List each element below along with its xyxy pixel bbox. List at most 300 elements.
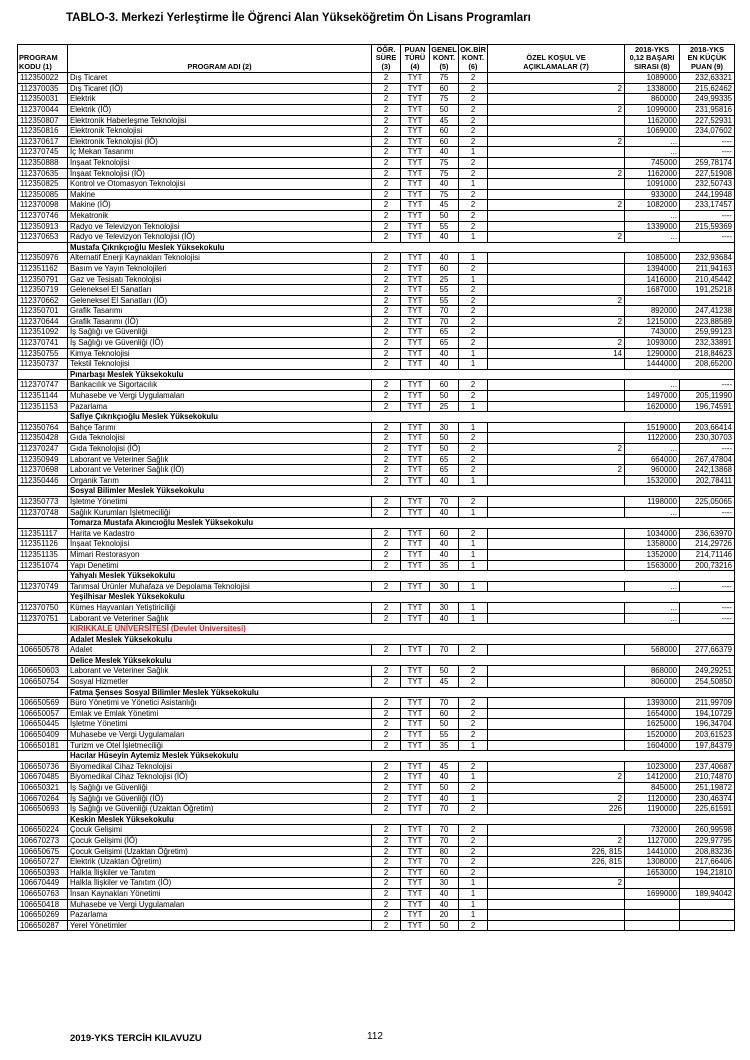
- cell-enkucuk: 196,74591: [680, 401, 735, 412]
- cell-ozel: [488, 666, 625, 677]
- cell-sure: 2: [372, 274, 401, 285]
- cell-enkucuk: [680, 910, 735, 921]
- table-row: [18, 401, 735, 412]
- cell-code: 112370635: [18, 168, 68, 179]
- cell-code: 112350701: [18, 306, 68, 317]
- cell-enkucuk: 208,65200: [680, 359, 735, 370]
- cell-name: İş Sağlığı ve Güvenliği (İÖ): [68, 338, 372, 349]
- cell-basari: 1085000: [625, 253, 680, 264]
- cell-ozel: [488, 549, 625, 560]
- cell-okbir: 2: [459, 136, 488, 147]
- cell-sure: 2: [372, 910, 401, 921]
- cell-ozel: [488, 189, 625, 200]
- table-row: [18, 465, 735, 476]
- cell-okbir: 2: [459, 338, 488, 349]
- cell-name: Elektronik Teknolojisi: [68, 126, 372, 137]
- cell-code: 112350428: [18, 433, 68, 444]
- cell-okbir: 1: [459, 232, 488, 243]
- cell-sure: 2: [372, 126, 401, 137]
- cell-sure: 2: [372, 666, 401, 677]
- cell-name: Radyo ve Televizyon Teknolojisi (İÖ): [68, 232, 372, 243]
- cell-name: Alternatif Enerji Kaynakları Teknolojisi: [68, 253, 372, 264]
- cell-basari: 664000: [625, 454, 680, 465]
- cell-basari: 892000: [625, 306, 680, 317]
- header-puan: PUAN TÜRÜ (4): [401, 45, 430, 73]
- cell-genel: 40: [430, 507, 459, 518]
- cell-basari: 1441000: [625, 846, 680, 857]
- cell-basari: 1162000: [625, 168, 680, 179]
- cell-okbir: 2: [459, 285, 488, 296]
- cell-name: İş Sağlığı ve Güvenliği (İÖ): [68, 793, 372, 804]
- cell-name: Çocuk Gelişimi: [68, 825, 372, 836]
- cell-code: 112370644: [18, 316, 68, 327]
- table-row: [18, 910, 735, 921]
- cell-enkucuk: 229,97795: [680, 835, 735, 846]
- cell-code: 112370044: [18, 105, 68, 116]
- cell-name: Laborant ve Veteriner Sağlık: [68, 613, 372, 624]
- table-row: [18, 295, 735, 306]
- cell-basari: 732000: [625, 825, 680, 836]
- cell-puan: TYT: [401, 253, 430, 264]
- cell-okbir: 1: [459, 613, 488, 624]
- table-row: [18, 105, 735, 116]
- cell-enkucuk: 211,99709: [680, 698, 735, 709]
- cell-sure: 2: [372, 306, 401, 317]
- cell-okbir: 1: [459, 793, 488, 804]
- cell-basari: [625, 295, 680, 306]
- section-row: [18, 412, 735, 423]
- cell-name: Elektrik (İÖ): [68, 105, 372, 116]
- table-row: [18, 210, 735, 221]
- cell-genel: 70: [430, 825, 459, 836]
- section-row: [18, 655, 735, 666]
- cell-enkucuk: ----: [680, 602, 735, 613]
- cell-genel: 30: [430, 422, 459, 433]
- cell-basari: ...: [625, 210, 680, 221]
- cell-puan: TYT: [401, 496, 430, 507]
- cell-code: 106650287: [18, 920, 68, 931]
- cell-code: 112350825: [18, 179, 68, 190]
- cell-puan: TYT: [401, 422, 430, 433]
- cell-okbir: 1: [459, 878, 488, 889]
- cell-ozel: 2: [488, 136, 625, 147]
- cell-basari: 1497000: [625, 391, 680, 402]
- table-row: [18, 454, 735, 465]
- cell-enkucuk: 247,41238: [680, 306, 735, 317]
- cell-okbir: 2: [459, 126, 488, 137]
- cell-code: 106650418: [18, 899, 68, 910]
- cell-ozel: 2: [488, 168, 625, 179]
- cell-genel: 25: [430, 401, 459, 412]
- cell-okbir: 2: [459, 920, 488, 931]
- cell-ozel: [488, 306, 625, 317]
- cell-name: Büro Yönetimi ve Yönetici Asistanlığı: [68, 698, 372, 709]
- cell-ozel: [488, 380, 625, 391]
- cell-ozel: 2: [488, 772, 625, 783]
- cell-basari: 1162000: [625, 115, 680, 126]
- cell-puan: TYT: [401, 783, 430, 794]
- cell-okbir: 2: [459, 783, 488, 794]
- cell-basari: 1069000: [625, 126, 680, 137]
- section-title: Hacılar Hüseyin Aytemiz Meslek Yüksekokulu: [68, 751, 735, 762]
- cell-name: Laborant ve Veteriner Sağlık: [68, 454, 372, 465]
- cell-name: Gaz ve Tesisatı Teknolojisi: [68, 274, 372, 285]
- table-row: [18, 507, 735, 518]
- cell-ozel: 2: [488, 105, 625, 116]
- cell-ozel: [488, 539, 625, 550]
- cell-okbir: 1: [459, 539, 488, 550]
- cell-name: İnşaat Teknolojisi: [68, 539, 372, 550]
- cell-code: 112351117: [18, 528, 68, 539]
- cell-code: 112350807: [18, 115, 68, 126]
- cell-name: Makine (İÖ): [68, 200, 372, 211]
- cell-okbir: 1: [459, 253, 488, 264]
- cell-code: 112351074: [18, 560, 68, 571]
- cell-basari: 1120000: [625, 793, 680, 804]
- cell-code: 112370750: [18, 602, 68, 613]
- cell-puan: TYT: [401, 433, 430, 444]
- cell-genel: 45: [430, 761, 459, 772]
- table-row: [18, 899, 735, 910]
- table-row: [18, 666, 735, 677]
- section-title: Delice Meslek Yüksekokulu: [68, 655, 735, 666]
- section-code-cell: [18, 634, 68, 645]
- cell-genel: 25: [430, 274, 459, 285]
- cell-enkucuk: ----: [680, 136, 735, 147]
- section-title: Yahyalı Meslek Yüksekokulu: [68, 571, 735, 582]
- section-title: Yeşilhisar Meslek Yüksekokulu: [68, 592, 735, 603]
- cell-name: Grafik Tasarımı: [68, 306, 372, 317]
- cell-ozel: [488, 433, 625, 444]
- cell-sure: 2: [372, 316, 401, 327]
- cell-ozel: [488, 698, 625, 709]
- cell-puan: TYT: [401, 835, 430, 846]
- cell-puan: TYT: [401, 327, 430, 338]
- cell-basari: [625, 899, 680, 910]
- cell-genel: 40: [430, 179, 459, 190]
- cell-enkucuk: 232,93684: [680, 253, 735, 264]
- cell-ozel: 226, 815: [488, 846, 625, 857]
- cell-puan: TYT: [401, 391, 430, 402]
- cell-okbir: 1: [459, 899, 488, 910]
- cell-ozel: [488, 825, 625, 836]
- table-row: [18, 719, 735, 730]
- cell-ozel: [488, 126, 625, 137]
- cell-ozel: 2: [488, 338, 625, 349]
- cell-name: Elektronik Haberleşme Teknolojisi: [68, 115, 372, 126]
- cell-okbir: 1: [459, 359, 488, 370]
- cell-code: 112351126: [18, 539, 68, 550]
- cell-name: Çocuk Gelişimi (İÖ): [68, 835, 372, 846]
- cell-ozel: [488, 867, 625, 878]
- cell-ozel: [488, 581, 625, 592]
- cell-sure: 2: [372, 825, 401, 836]
- cell-sure: 2: [372, 359, 401, 370]
- table-row: [18, 783, 735, 794]
- cell-okbir: 2: [459, 73, 488, 84]
- cell-enkucuk: 194,21810: [680, 867, 735, 878]
- cell-sure: 2: [372, 221, 401, 232]
- cell-sure: 2: [372, 253, 401, 264]
- cell-genel: 40: [430, 772, 459, 783]
- cell-ozel: [488, 528, 625, 539]
- cell-ozel: [488, 645, 625, 656]
- cell-ozel: [488, 899, 625, 910]
- cell-ozel: 226, 815: [488, 857, 625, 868]
- cell-enkucuk: ----: [680, 507, 735, 518]
- header-code: PROGRAM KODU (1): [18, 45, 68, 73]
- table-row: [18, 168, 735, 179]
- cell-code: 106650224: [18, 825, 68, 836]
- cell-sure: 2: [372, 507, 401, 518]
- cell-sure: 2: [372, 232, 401, 243]
- cell-code: 112370662: [18, 295, 68, 306]
- cell-puan: TYT: [401, 549, 430, 560]
- cell-code: 106650269: [18, 910, 68, 921]
- cell-okbir: 2: [459, 306, 488, 317]
- cell-name: Geleneksel El Sanatları: [68, 285, 372, 296]
- cell-genel: 70: [430, 306, 459, 317]
- cell-okbir: 2: [459, 528, 488, 539]
- cell-code: 112350031: [18, 94, 68, 105]
- table-row: [18, 846, 735, 857]
- cell-code: 112351092: [18, 327, 68, 338]
- section-row: [18, 814, 735, 825]
- cell-name: Dış Ticaret (İÖ): [68, 83, 372, 94]
- table-row: [18, 433, 735, 444]
- cell-okbir: 2: [459, 157, 488, 168]
- cell-genel: 75: [430, 168, 459, 179]
- cell-basari: 1358000: [625, 539, 680, 550]
- cell-name: Laborant ve Veteriner Sağlık: [68, 666, 372, 677]
- cell-sure: 2: [372, 433, 401, 444]
- cell-okbir: 1: [459, 888, 488, 899]
- cell-genel: 40: [430, 613, 459, 624]
- cell-genel: 40: [430, 147, 459, 158]
- cell-ozel: [488, 73, 625, 84]
- cell-sure: 2: [372, 857, 401, 868]
- cell-okbir: 2: [459, 105, 488, 116]
- cell-genel: 55: [430, 285, 459, 296]
- cell-puan: TYT: [401, 380, 430, 391]
- cell-genel: 50: [430, 391, 459, 402]
- cell-basari: ...: [625, 232, 680, 243]
- cell-okbir: 2: [459, 168, 488, 179]
- cell-okbir: 2: [459, 867, 488, 878]
- section-row: [18, 486, 735, 497]
- cell-okbir: 2: [459, 295, 488, 306]
- section-title: Safiye Çıkrıkçıoğlu Meslek Yüksekokulu: [68, 412, 735, 423]
- cell-puan: TYT: [401, 708, 430, 719]
- cell-name: Laborant ve Veteriner Sağlık (İÖ): [68, 465, 372, 476]
- table-row: [18, 560, 735, 571]
- cell-code: 112370741: [18, 338, 68, 349]
- cell-okbir: 1: [459, 179, 488, 190]
- section-code-cell: [18, 814, 68, 825]
- section-code-cell: [18, 242, 68, 253]
- cell-puan: TYT: [401, 888, 430, 899]
- table-row: [18, 391, 735, 402]
- cell-basari: 1394000: [625, 263, 680, 274]
- cell-enkucuk: 251,19872: [680, 783, 735, 794]
- section-title: KIRIKKALE ÜNİVERSİTESİ (Devlet Üniversitesi): [68, 624, 735, 635]
- section-title: Pınarbaşı Meslek Yüksekokulu: [68, 369, 735, 380]
- cell-ozel: [488, 496, 625, 507]
- cell-puan: TYT: [401, 200, 430, 211]
- cell-puan: TYT: [401, 232, 430, 243]
- cell-enkucuk: 218,84623: [680, 348, 735, 359]
- cell-genel: 50: [430, 666, 459, 677]
- cell-okbir: 2: [459, 94, 488, 105]
- cell-ozel: [488, 94, 625, 105]
- cell-code: 106650675: [18, 846, 68, 857]
- cell-sure: 2: [372, 83, 401, 94]
- cell-enkucuk: 215,62462: [680, 83, 735, 94]
- cell-puan: TYT: [401, 539, 430, 550]
- cell-puan: TYT: [401, 719, 430, 730]
- cell-puan: TYT: [401, 221, 430, 232]
- cell-okbir: 2: [459, 391, 488, 402]
- cell-okbir: 2: [459, 316, 488, 327]
- cell-basari: ...: [625, 147, 680, 158]
- cell-enkucuk: 210,45442: [680, 274, 735, 285]
- table-row: [18, 94, 735, 105]
- cell-genel: 35: [430, 740, 459, 751]
- cell-okbir: 2: [459, 496, 488, 507]
- section-title: Tomarza Mustafa Akıncıoğlu Meslek Yüksekokulu: [68, 518, 735, 529]
- cell-sure: 2: [372, 835, 401, 846]
- cell-okbir: 1: [459, 560, 488, 571]
- cell-basari: 1699000: [625, 888, 680, 899]
- cell-basari: 1308000: [625, 857, 680, 868]
- cell-basari: 1127000: [625, 835, 680, 846]
- cell-sure: 2: [372, 94, 401, 105]
- cell-ozel: [488, 327, 625, 338]
- cell-ozel: 2: [488, 835, 625, 846]
- cell-sure: 2: [372, 772, 401, 783]
- cell-okbir: 2: [459, 708, 488, 719]
- cell-basari: 1023000: [625, 761, 680, 772]
- cell-puan: TYT: [401, 528, 430, 539]
- cell-name: Geleneksel El Sanatları (İÖ): [68, 295, 372, 306]
- table-row: [18, 274, 735, 285]
- cell-name: Gıda Teknolojisi: [68, 433, 372, 444]
- cell-ozel: [488, 920, 625, 931]
- cell-genel: 75: [430, 94, 459, 105]
- cell-ozel: 2: [488, 878, 625, 889]
- cell-puan: TYT: [401, 83, 430, 94]
- cell-enkucuk: 194,10729: [680, 708, 735, 719]
- cell-puan: TYT: [401, 602, 430, 613]
- cell-puan: TYT: [401, 878, 430, 889]
- cell-genel: 50: [430, 210, 459, 221]
- cell-okbir: 2: [459, 83, 488, 94]
- cell-name: Biyomedikal Cihaz Teknolojisi: [68, 761, 372, 772]
- cell-ozel: [488, 761, 625, 772]
- cell-puan: TYT: [401, 677, 430, 688]
- cell-basari: 568000: [625, 645, 680, 656]
- cell-okbir: 1: [459, 274, 488, 285]
- section-code-cell: [18, 486, 68, 497]
- cell-genel: 70: [430, 804, 459, 815]
- section-code-cell: [18, 369, 68, 380]
- table-row: [18, 253, 735, 264]
- table-row: [18, 232, 735, 243]
- header-name: PROGRAM ADI (2): [68, 45, 372, 73]
- cell-name: Yapı Denetimi: [68, 560, 372, 571]
- cell-code: 112370035: [18, 83, 68, 94]
- cell-sure: 2: [372, 338, 401, 349]
- cell-sure: 2: [372, 136, 401, 147]
- page-number: 112: [367, 1031, 383, 1042]
- cell-genel: 55: [430, 295, 459, 306]
- cell-enkucuk: 259,78174: [680, 157, 735, 168]
- cell-name: İç Mekan Tasarımı: [68, 147, 372, 158]
- cell-puan: TYT: [401, 645, 430, 656]
- cell-basari: 933000: [625, 189, 680, 200]
- cell-ozel: 2: [488, 295, 625, 306]
- cell-okbir: 1: [459, 348, 488, 359]
- cell-code: 112370098: [18, 200, 68, 211]
- cell-name: Turizm ve Otel İşletmeciliği: [68, 740, 372, 751]
- cell-puan: TYT: [401, 560, 430, 571]
- cell-name: Halkla İlişkiler ve Tanıtım: [68, 867, 372, 878]
- cell-code: 112350913: [18, 221, 68, 232]
- cell-puan: TYT: [401, 857, 430, 868]
- cell-basari: 1089000: [625, 73, 680, 84]
- cell-puan: TYT: [401, 920, 430, 931]
- cell-code: 112351153: [18, 401, 68, 412]
- cell-genel: 30: [430, 878, 459, 889]
- cell-sure: 2: [372, 210, 401, 221]
- cell-genel: 70: [430, 316, 459, 327]
- cell-name: Elektrik (Uzaktan Öğretim): [68, 857, 372, 868]
- cell-code: 106650763: [18, 888, 68, 899]
- cell-basari: ...: [625, 136, 680, 147]
- cell-name: Bahçe Tarımı: [68, 422, 372, 433]
- cell-puan: TYT: [401, 507, 430, 518]
- cell-basari: 1122000: [625, 433, 680, 444]
- cell-sure: 2: [372, 147, 401, 158]
- cell-okbir: 1: [459, 422, 488, 433]
- cell-puan: TYT: [401, 454, 430, 465]
- section-row: [18, 518, 735, 529]
- cell-enkucuk: 233,17457: [680, 200, 735, 211]
- cell-genel: 70: [430, 835, 459, 846]
- cell-enkucuk: 208,83236: [680, 846, 735, 857]
- cell-puan: TYT: [401, 115, 430, 126]
- cell-sure: 2: [372, 295, 401, 306]
- table-row: [18, 380, 735, 391]
- cell-genel: 60: [430, 126, 459, 137]
- cell-enkucuk: ----: [680, 147, 735, 158]
- cell-ozel: [488, 454, 625, 465]
- cell-ozel: [488, 910, 625, 921]
- header-enkucuk: 2018-YKS EN KÜÇÜK PUAN (9): [680, 45, 735, 73]
- cell-okbir: 2: [459, 115, 488, 126]
- cell-ozel: 2: [488, 83, 625, 94]
- table-row: [18, 496, 735, 507]
- cell-genel: 60: [430, 528, 459, 539]
- cell-genel: 30: [430, 581, 459, 592]
- cell-puan: TYT: [401, 306, 430, 317]
- cell-ozel: 14: [488, 348, 625, 359]
- cell-okbir: 2: [459, 666, 488, 677]
- cell-code: 106650736: [18, 761, 68, 772]
- cell-okbir: 2: [459, 263, 488, 274]
- cell-sure: 2: [372, 560, 401, 571]
- cell-name: Kümes Hayvanları Yetiştiriciliği: [68, 602, 372, 613]
